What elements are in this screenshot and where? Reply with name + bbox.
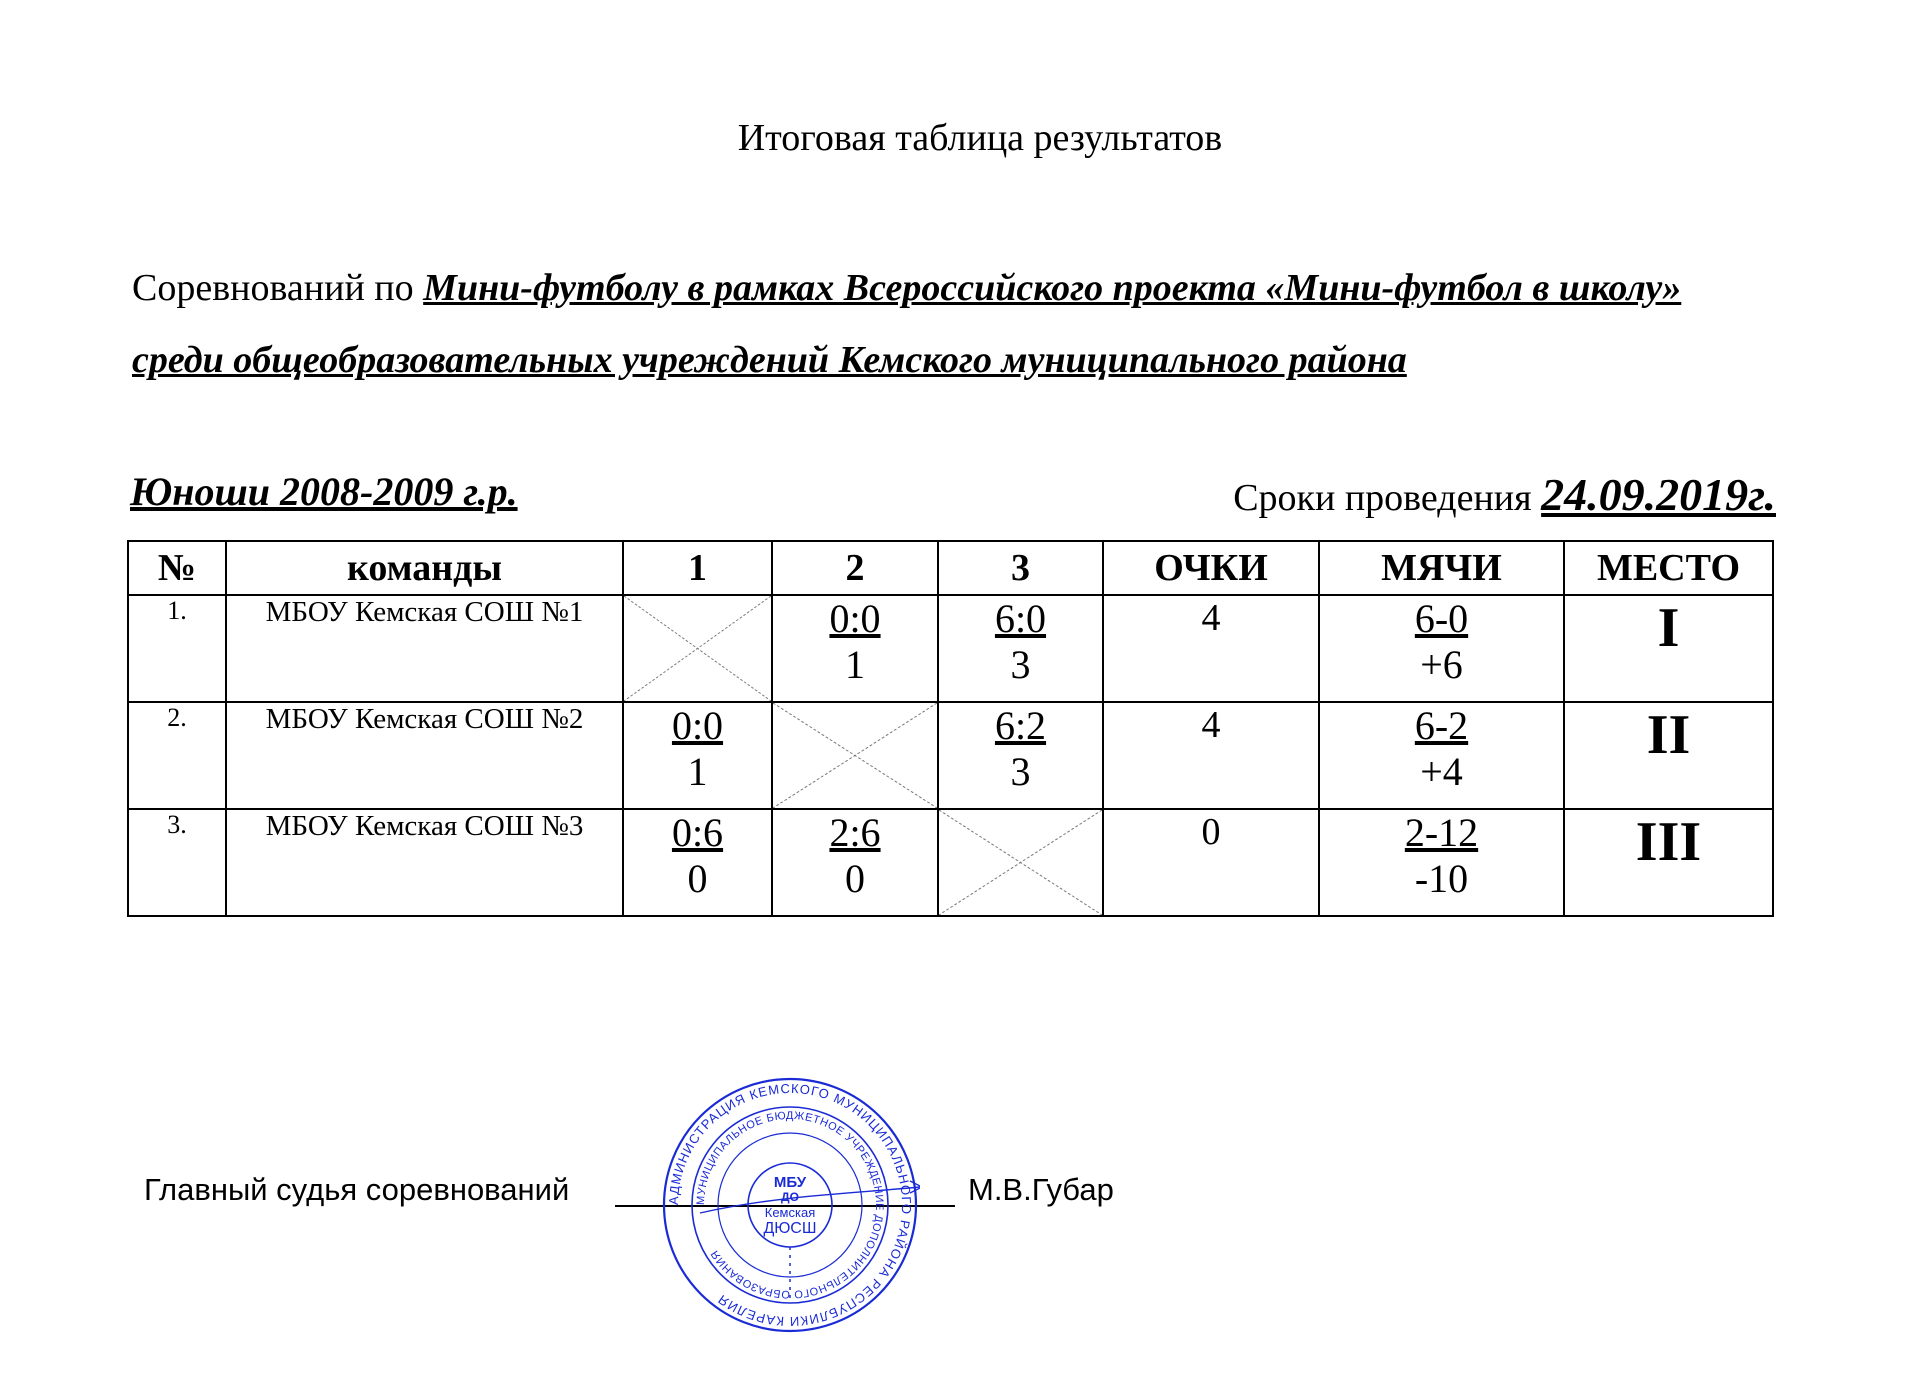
goals-cell [1319, 595, 1564, 702]
header-teams: команды [226, 541, 623, 595]
match-points: 3 [1010, 642, 1031, 687]
match-points: 3 [1010, 749, 1031, 794]
match-points: 1 [687, 749, 708, 794]
goals-scored-conceded: 6-0 [1414, 596, 1469, 641]
total-points: 0 [1103, 809, 1319, 916]
match-score: 0:6 [671, 810, 724, 855]
row-number: 3. [128, 809, 226, 916]
self-match-cross [772, 702, 938, 809]
row-number: 2. [128, 702, 226, 809]
final-place: II [1564, 702, 1773, 809]
header-points: ОЧКИ [1103, 541, 1319, 595]
table-row [128, 809, 1773, 916]
chief-judge-name: М.В.Губар [968, 1172, 1114, 1207]
header-place: МЕСТО [1564, 541, 1773, 595]
official-stamp-icon [660, 1075, 920, 1335]
event-name: Мини-футболу в рамках Всероссийского проекта «Мини-футбол в школу» среди общеобразовательных учреждений Кемского муниципального района [132, 267, 1682, 381]
team-name: МБОУ Кемская СОШ №2 [226, 702, 623, 809]
header-game-1: 1 [623, 541, 772, 595]
match-score: 0:0 [829, 596, 881, 641]
match-result [623, 702, 772, 809]
match-score: 6:2 [994, 703, 1047, 748]
goals-scored-conceded: 2-12 [1404, 810, 1479, 855]
svg-text:МБУ: МБУ [773, 1174, 807, 1191]
total-points: 4 [1103, 595, 1319, 702]
header-num: № [128, 541, 226, 595]
team-name: МБОУ Кемская СОШ №3 [226, 809, 623, 916]
table-row [128, 702, 1773, 809]
team-name: МБОУ Кемская СОШ №1 [226, 595, 623, 702]
match-points: 0 [687, 856, 708, 901]
results-table [127, 540, 1774, 917]
chief-judge-label: Главный судья соревнований [144, 1172, 570, 1207]
goals-cell [1319, 809, 1564, 916]
match-result [623, 809, 772, 916]
match-result [772, 595, 938, 702]
header-game-3: 3 [938, 541, 1103, 595]
self-match-cross [623, 595, 772, 702]
dates-label: Сроки проведения [1233, 477, 1532, 519]
header-game-2: 2 [772, 541, 938, 595]
row-number: 1. [128, 595, 226, 702]
match-score: 6:0 [994, 596, 1047, 641]
goals-cell [1319, 702, 1564, 809]
total-points: 4 [1103, 702, 1319, 809]
match-result [938, 595, 1103, 702]
goal-difference: +4 [1420, 749, 1463, 794]
header-row [128, 541, 1773, 595]
document-title: Итоговая таблица результатов [737, 117, 1223, 159]
final-place: I [1564, 595, 1773, 702]
svg-text:Кемская: Кемская [764, 1205, 816, 1220]
age-group: Юноши 2008-2009 г.р. [130, 469, 518, 514]
svg-text:ДЮСШ: ДЮСШ [763, 1220, 817, 1237]
match-score: 2:6 [829, 810, 881, 855]
svg-text:АДМИНИСТРАЦИЯ КЕМСКОГО МУНИЦИП: АДМИНИСТРАЦИЯ КЕМСКОГО МУНИЦИПАЛЬНОГО РАЙОНА РЕСПУБЛИКИ КАРЕЛИЯ [665, 1080, 915, 1330]
dates-block [1233, 468, 1776, 521]
table-row [128, 595, 1773, 702]
match-result [772, 809, 938, 916]
match-points: 1 [845, 642, 865, 687]
competition-description [132, 252, 1752, 396]
svg-text:ДО: ДО [781, 1190, 799, 1204]
goals-scored-conceded: 6-2 [1414, 703, 1469, 748]
match-score: 0:0 [671, 703, 724, 748]
goal-difference: -10 [1414, 856, 1469, 901]
subtitle-prefix: Соревнований по [132, 267, 414, 309]
goal-difference: +6 [1420, 642, 1463, 687]
self-match-cross [938, 809, 1103, 916]
match-points: 0 [845, 856, 865, 901]
match-result [938, 702, 1103, 809]
dates-value: 24.09.2019г. [1541, 469, 1776, 520]
final-place: III [1564, 809, 1773, 916]
svg-text:МУНИЦИПАЛЬНОЕ БЮДЖЕТНОЕ УЧРЕЖД: МУНИЦИПАЛЬНОЕ БЮДЖЕТНОЕ УЧРЕЖДЕНИЕ ДОПОЛНИТЕЛЬНОГО ОБРАЗОВАНИЯ [694, 1109, 886, 1301]
header-balls: МЯЧИ [1319, 541, 1564, 595]
